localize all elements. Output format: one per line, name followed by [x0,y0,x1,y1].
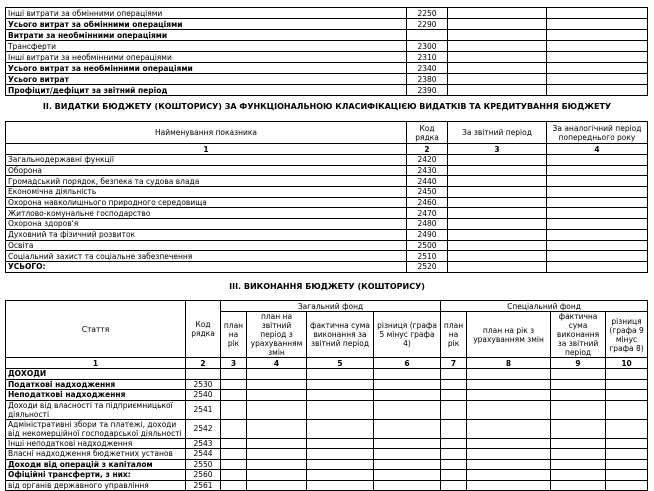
value-cell [247,400,307,419]
value-cell [247,449,307,460]
row-code: 2560 [186,470,221,481]
value-cell [441,379,467,390]
value-cell [551,369,606,380]
value-cell [221,449,247,460]
row-label: Трансферти [6,41,407,52]
row-label: від органів державного управління [6,480,186,491]
value-cell [221,379,247,390]
value-cell [448,85,547,96]
value-cell [547,52,648,63]
row-code [407,30,448,41]
column-number: 10 [606,358,648,369]
table-row [6,449,648,460]
value-cell [547,176,648,187]
value-cell [307,449,374,460]
column-number: 6 [374,358,441,369]
value-cell [467,470,551,481]
header-article: Стаття [6,301,186,358]
value-cell [606,480,648,491]
value-cell [374,438,441,449]
value-cell [467,419,551,438]
value-cell [441,400,467,419]
row-code: 2480 [407,219,448,230]
table-row [6,176,648,187]
row-code: 2541 [186,400,221,419]
value-cell [448,63,547,74]
row-code: 2450 [407,187,448,198]
row-label: Адміністративні збори та платежі, доходи від некомерційної господарської діяльності [6,419,186,438]
header-general-plan-period: план на звітний період з урахуванням змін [247,312,307,358]
value-cell [551,390,606,401]
row-code: 2300 [407,41,448,52]
value-cell [221,459,247,470]
table-row [6,470,648,481]
value-cell [307,438,374,449]
row-code: 2460 [407,197,448,208]
value-cell [448,197,547,208]
value-cell [606,449,648,460]
value-cell [374,419,441,438]
row-label: Усього витрат за необмінними операціями [6,63,407,74]
value-cell [551,379,606,390]
header-general-actual: фактична сума виконання за звітний період [307,312,374,358]
value-cell [307,470,374,481]
value-cell [606,438,648,449]
value-cell [606,419,648,438]
value-cell [307,480,374,491]
row-label: Доходи від власності та підприємницької діяльності [6,400,186,419]
row-label: Оборона [6,165,407,176]
table-row [6,400,648,419]
table-row [6,240,648,251]
value-cell [551,449,606,460]
value-cell [307,379,374,390]
row-code: 2540 [186,390,221,401]
header-name: Найменування показника [6,122,407,144]
value-cell [247,470,307,481]
value-cell [547,187,648,198]
value-cell [221,400,247,419]
column-number: 7 [441,358,467,369]
table-row [6,30,648,41]
row-code: 2544 [186,449,221,460]
row-code: 2420 [407,155,448,166]
header-general-difference: різниця (графа 5 мінус графа 4) [374,312,441,358]
value-cell [448,261,547,272]
row-label: Громадський порядок, безпека та судова влада [6,176,407,187]
value-cell [374,480,441,491]
row-code: 2490 [407,229,448,240]
value-cell [547,240,648,251]
table-row [6,197,648,208]
value-cell [448,30,547,41]
value-cell [247,369,307,380]
value-cell [448,74,547,85]
value-cell [606,470,648,481]
value-cell [374,390,441,401]
table-row [6,369,648,380]
value-cell [441,419,467,438]
table-row [6,419,648,438]
value-cell [547,251,648,262]
value-cell [606,390,648,401]
table-row [6,63,648,74]
value-cell [448,240,547,251]
value-cell [307,400,374,419]
row-label: Доходи від операцій з капіталом [6,459,186,470]
row-code: 2550 [186,459,221,470]
value-cell [374,369,441,380]
table-row [6,74,648,85]
table-row [6,379,648,390]
column-number: 1 [6,358,186,369]
value-cell [441,459,467,470]
section-2-title: ІІ. ВИДАТКИ БЮДЖЕТУ (КОШТОРИСУ) ЗА ФУНКЦІОНАЛЬНОЮ КЛАСИФІКАЦІЄЮ ВИДАТКІВ ТА КРЕДИТУВАННЯ БЮДЖЕТУ [42,102,612,111]
row-label: Офіційні трансферти, з них: [6,470,186,481]
value-cell [247,480,307,491]
value-cell [441,470,467,481]
value-cell [448,176,547,187]
table-row [6,52,648,63]
value-cell [547,85,648,96]
value-cell [374,470,441,481]
value-cell [547,208,648,219]
value-cell [547,8,648,19]
total-code: 2520 [407,261,448,272]
value-cell [467,369,551,380]
value-cell [374,379,441,390]
functional-classification-table [5,121,648,273]
value-cell [247,390,307,401]
value-cell [221,438,247,449]
value-cell [441,369,467,380]
row-label: Усього витрат за обмінними операціями [6,19,407,30]
row-label: Охорона навколишнього природного середовища [6,197,407,208]
value-cell [448,229,547,240]
row-label: Загальнодержавні функції [6,155,407,166]
value-cell [547,155,648,166]
column-number: 9 [551,358,606,369]
value-cell [448,155,547,166]
table-row [6,459,648,470]
table-row [6,187,648,198]
header-general-fund: Загальний фонд [221,301,441,312]
value-cell [547,165,648,176]
row-code: 2340 [407,63,448,74]
value-cell [374,449,441,460]
row-code: 2543 [186,438,221,449]
value-cell [247,419,307,438]
value-cell [247,379,307,390]
value-cell [221,470,247,481]
value-cell [547,41,648,52]
row-label: Економічна діяльність [6,187,407,198]
table-row [6,480,648,491]
header-code: Код рядка [407,122,448,144]
column-number: 4 [547,144,648,155]
value-cell [547,261,648,272]
value-cell [551,400,606,419]
row-label: Освіта [6,240,407,251]
row-code: 2530 [186,379,221,390]
value-cell [547,30,648,41]
section-3-title: ІІІ. ВИКОНАННЯ БЮДЖЕТУ (КОШТОРИСУ) [229,282,425,291]
row-code: 2500 [407,240,448,251]
row-label: Духовний та фізичний розвиток [6,229,407,240]
row-label: Соціальний захист та соціальне забезпечення [6,251,407,262]
value-cell [467,459,551,470]
header-special-fund: Спеціальний фонд [441,301,648,312]
value-cell [547,219,648,230]
row-label: Податкові надходження [6,379,186,390]
value-cell [221,480,247,491]
value-cell [547,197,648,208]
table-row [6,219,648,230]
value-cell [551,480,606,491]
expenses-table [5,7,648,96]
value-cell [467,480,551,491]
table-row [6,165,648,176]
value-cell [448,219,547,230]
value-cell [448,251,547,262]
value-cell [307,459,374,470]
row-code: 2310 [407,52,448,63]
row-label: Інші витрати за обмінними операціями [6,8,407,19]
value-cell [606,459,648,470]
column-number: 8 [467,358,551,369]
column-number: 5 [307,358,374,369]
header-current-period: За звітний період [448,122,547,144]
header-special-plan: план на рік [441,312,467,358]
value-cell [441,390,467,401]
value-cell [448,41,547,52]
column-number: 3 [221,358,247,369]
value-cell [547,229,648,240]
value-cell [307,369,374,380]
value-cell [606,369,648,380]
value-cell [441,449,467,460]
column-number: 4 [247,358,307,369]
row-label: Інші витрати за необмінними операціями [6,52,407,63]
row-label: Власні надходження бюджетних установ [6,449,186,460]
total-row [6,261,648,272]
header-special-plan-changes: план на рік з урахуванням змін [467,312,551,358]
row-code: 2542 [186,419,221,438]
value-cell [448,19,547,30]
value-cell [374,400,441,419]
value-cell [547,63,648,74]
header-code: Код рядка [186,301,221,358]
table-row [6,229,648,240]
row-code [186,369,221,380]
header-general-plan: план на рік [221,312,247,358]
row-code: 2440 [407,176,448,187]
value-cell [441,438,467,449]
value-cell [247,438,307,449]
table-row [6,19,648,30]
value-cell [467,449,551,460]
value-cell [551,459,606,470]
value-cell [448,8,547,19]
row-code: 2250 [407,8,448,19]
row-code: 2470 [407,208,448,219]
column-number: 2 [186,358,221,369]
value-cell [441,480,467,491]
value-cell [551,419,606,438]
row-label: ДОХОДИ [6,369,186,380]
header-special-difference: різниця (графа 9 мінус графа 8) [606,312,648,358]
column-number: 2 [407,144,448,155]
value-cell [606,400,648,419]
total-label: УСЬОГО: [6,261,407,272]
table-row [6,390,648,401]
value-cell [606,379,648,390]
table-row [6,208,648,219]
value-cell [551,470,606,481]
value-cell [307,390,374,401]
value-cell [448,165,547,176]
header-previous-period: За аналогічний період попереднього року [547,122,648,144]
table-row [6,8,648,19]
value-cell [467,379,551,390]
row-label: Неподаткові надходження [6,390,186,401]
value-cell [221,369,247,380]
value-cell [247,459,307,470]
row-label: Витрати за необмінними операціями [6,30,407,41]
row-code: 2380 [407,74,448,85]
value-cell [467,400,551,419]
row-label: Профіцит/дефіцит за звітний період [6,85,407,96]
table-row [6,438,648,449]
row-code: 2510 [407,251,448,262]
value-cell [221,390,247,401]
value-cell [467,438,551,449]
budget-execution-table [5,300,648,491]
row-code: 2290 [407,19,448,30]
row-code: 2430 [407,165,448,176]
table-row [6,41,648,52]
row-label: Усього витрат [6,74,407,85]
row-label: Охорона здоров'я [6,219,407,230]
value-cell [547,74,648,85]
value-cell [307,419,374,438]
value-cell [374,459,441,470]
row-label: Інші неподаткові надходження [6,438,186,449]
row-label: Житлово-комунальне господарство [6,208,407,219]
column-number: 1 [6,144,407,155]
row-code: 2390 [407,85,448,96]
value-cell [221,419,247,438]
table-row [6,155,648,166]
table-row [6,251,648,262]
value-cell [551,438,606,449]
value-cell [448,208,547,219]
header-special-actual: фактична сума виконання за звітний період [551,312,606,358]
table-row [6,85,648,96]
value-cell [467,390,551,401]
row-code: 2561 [186,480,221,491]
value-cell [547,19,648,30]
column-number: 3 [448,144,547,155]
value-cell [448,187,547,198]
value-cell [448,52,547,63]
